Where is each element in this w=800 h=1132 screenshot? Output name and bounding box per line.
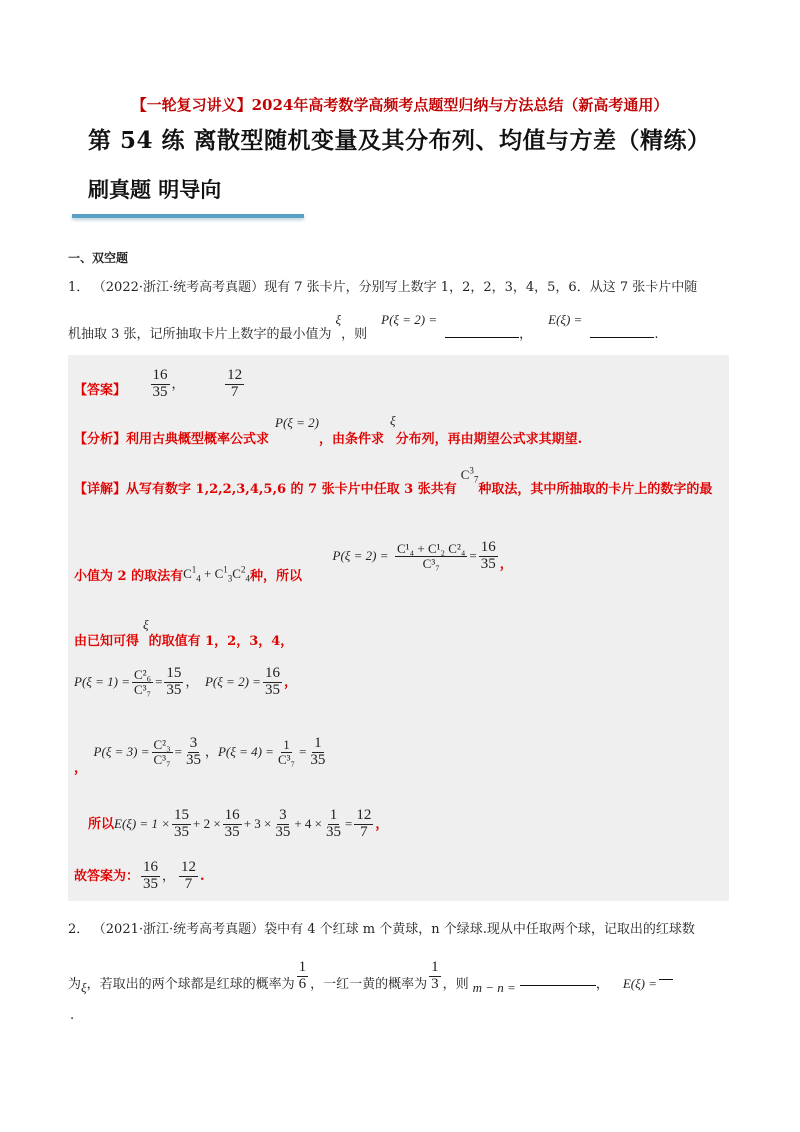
- final-answer-label: 故答案为：: [74, 868, 140, 884]
- final-answer-line: [74, 860, 205, 893]
- p3-result: $\frac{3}{35}$: [185, 735, 201, 768]
- analysis-label: 【分析】: [74, 432, 127, 447]
- equals-sign: =: [345, 815, 353, 831]
- expectation-term-4: $\frac{1}{35}$: [326, 807, 341, 840]
- final-fraction-2: $\frac{12}{7}$: [181, 859, 197, 892]
- question-text: ，若取出的两个球都是红球的概率为: [86, 976, 295, 992]
- detail-line-2: 小值为 2 的取法有$C^1_4 + C^1_3C^2_4$种，所以 P(ξ = 2) = $\frac{\text{C¹₄ + C¹₂ C²₄}}{\text{C³₇}}$ = $\frac{16}{35}$ ，: [74, 539, 513, 584]
- detail-text: 由已知可得: [74, 634, 140, 649]
- question-2-line-1: [68, 918, 695, 937]
- expectation-expression: E(ξ) =: [622, 975, 658, 991]
- question-number: 1．: [68, 280, 90, 295]
- title-underline: [72, 214, 304, 218]
- answer-label: 【答案】: [74, 382, 127, 398]
- expectation-term-2: $\frac{16}{35}$: [224, 807, 240, 840]
- question-text: （2022·浙江·统考高考真题）现有 7 张卡片，分别写上数字 1，2，2，3，4，5，6．从这 7 张卡片中随: [99, 280, 698, 295]
- expectation-term-3: $\frac{3}{35}$: [275, 807, 291, 840]
- analysis-text: 分布列，再由期望公式求其期望.: [395, 432, 583, 447]
- separator: ，: [162, 867, 176, 883]
- question-text: ，则: [341, 327, 368, 342]
- xi-symbol: ξ: [81, 979, 87, 995]
- p1-lhs: P(ξ = 1) =: [74, 673, 130, 689]
- expectation-expression: E(ξ) =: [548, 312, 583, 327]
- answer-fraction-1: $\frac{16}{35}$: [152, 367, 168, 400]
- detail-label: 【详解】: [74, 482, 127, 497]
- expectation-term-1: $\frac{15}{35}$: [173, 807, 189, 840]
- p3-combination-fraction: $\frac{\text{C²₃}}{\text{C³₇}}$: [153, 737, 171, 767]
- expectation-result: $\frac{12}{7}$: [356, 807, 372, 840]
- p2-result: $\frac{16}{35}$: [480, 539, 496, 572]
- p4-lhs: P(ξ = 4) =: [217, 743, 274, 759]
- analysis-line: [74, 410, 582, 446]
- separator: ，: [171, 375, 185, 391]
- expectation-lhs: E(ξ) = 1 ×: [114, 815, 170, 831]
- answer-blank-1[interactable]: [445, 337, 519, 338]
- analysis-text: ，由条件求: [318, 432, 384, 447]
- m-minus-n-expression: m − n =: [472, 979, 516, 995]
- probability-fraction-2: $\frac{1}{3}$: [431, 959, 439, 992]
- expectation-label: 所以: [88, 816, 115, 832]
- question-text: ，一红一黄的概率为: [310, 976, 428, 992]
- expectation-operator: + 3 ×: [243, 815, 272, 831]
- expectation-operator: + 4 ×: [294, 815, 322, 831]
- p2-combination-fraction: $\frac{\text{C¹₄ + C¹₂ C²₄}}{\text{C³₇}}$: [397, 541, 466, 571]
- detail-line-5: ， P(ξ = 3) = $\frac{\text{C²₃}}{\text{C³₇}}$ = $\frac{3}{35}$ ，P(ξ = 4) = $\frac{1}{\text{C³₇}}$ = $\frac{1}{35}$: [74, 735, 326, 776]
- probability-expression: P(ξ = 2) =: [381, 312, 438, 327]
- separator: ，: [519, 327, 533, 342]
- period: .: [200, 868, 205, 884]
- p3-lhs: P(ξ = 3) =: [93, 743, 150, 759]
- xi-symbol: ξ: [335, 312, 342, 327]
- separator: ，: [595, 976, 609, 992]
- detail-line-3: [74, 616, 294, 649]
- question-text: 为: [68, 976, 82, 992]
- answer-blank-2[interactable]: [659, 979, 673, 980]
- xi-symbol: ξ: [390, 413, 396, 428]
- detail-text: 种取法，其中所抽取的卡片上的数字的最: [478, 482, 713, 497]
- question-1-line-2: [68, 313, 658, 343]
- xi-symbol: ξ: [143, 617, 149, 632]
- separator: ，: [204, 743, 218, 759]
- probability-expression: P(ξ = 2): [275, 415, 319, 430]
- separator: ，: [499, 556, 513, 572]
- combination-sum: $C^1_4 + C^1_3C^2_4$: [183, 564, 250, 584]
- detail-text: 从写有数字 1,2,2,3,4,5,6 的 7 张卡片中任取 3 张共有: [126, 482, 457, 497]
- trailing-dot: .: [70, 1008, 75, 1023]
- combination-c73: $C^3_7$: [460, 465, 479, 485]
- detail-text: 种，所以: [249, 568, 302, 584]
- question-text: 机抽取 3 张，记所抽取卡片上数字的最小值为: [68, 327, 332, 342]
- expectation-operator: + 2 ×: [192, 815, 221, 831]
- series-heading: 【一轮复习讲义】2024年高考数学高频考点题型归纳与方法总结（新高考通用）: [131, 96, 669, 114]
- answer-fraction-2: $\frac{12}{7}$: [227, 367, 243, 400]
- section-heading: 一、双空题: [68, 251, 129, 265]
- final-fraction-1: $\frac{16}{35}$: [143, 859, 159, 892]
- p1-combination-fraction: $\frac{\text{C²₆}}{\text{C³₇}}$: [133, 667, 152, 697]
- analysis-text: 利用古典概型概率公式求: [126, 432, 270, 447]
- question-text: （2021·浙江·统考高考真题）袋中有 4 个红球 m 个黄球，n 个绿球.现从中任取两个球，记取出的红球数: [99, 922, 695, 937]
- page-subtitle: 刷真题 明导向: [88, 177, 222, 202]
- p2-lhs: P(ξ = 2) =: [204, 673, 261, 689]
- period: .: [654, 327, 659, 342]
- p2-lhs: P(ξ = 2) =: [332, 547, 389, 563]
- p4-result: $\frac{1}{35}$: [310, 735, 326, 768]
- answer-line: [74, 368, 246, 401]
- detail-text: 小值为 2 的取法有: [74, 568, 184, 584]
- page-title: 第 54 练 离散型随机变量及其分布列、均值与方差（精练）: [88, 127, 711, 154]
- p2-result: $\frac{16}{35}$: [264, 665, 280, 698]
- question-text: ，则: [442, 976, 469, 992]
- p4-combination-fraction: $\frac{1}{\text{C³₇}}$: [277, 737, 296, 767]
- p1-result: $\frac{15}{35}$: [166, 665, 182, 698]
- separator: ，: [375, 816, 389, 832]
- separator: ，: [283, 674, 297, 690]
- detail-line-4: P(ξ = 1) = $\frac{\text{C²₆}}{\text{C³₇}}$ = $\frac{15}{35}$ ， P(ξ = 2) = $\frac{16}{35}$ ，: [74, 665, 297, 698]
- question-1-line-1: [68, 276, 697, 295]
- detail-text: 的取值有 1，2，3，4，: [148, 634, 294, 649]
- answer-blank-2[interactable]: [590, 337, 654, 338]
- question-2-line-2: [68, 956, 673, 995]
- detail-line-1: [74, 464, 713, 497]
- separator: ，: [185, 673, 199, 689]
- separator: ，: [74, 760, 88, 776]
- expectation-line: [88, 808, 388, 841]
- answer-blank-1[interactable]: [520, 985, 596, 986]
- question-number: 2．: [68, 922, 90, 937]
- probability-fraction-1: $\frac{1}{6}$: [298, 959, 307, 992]
